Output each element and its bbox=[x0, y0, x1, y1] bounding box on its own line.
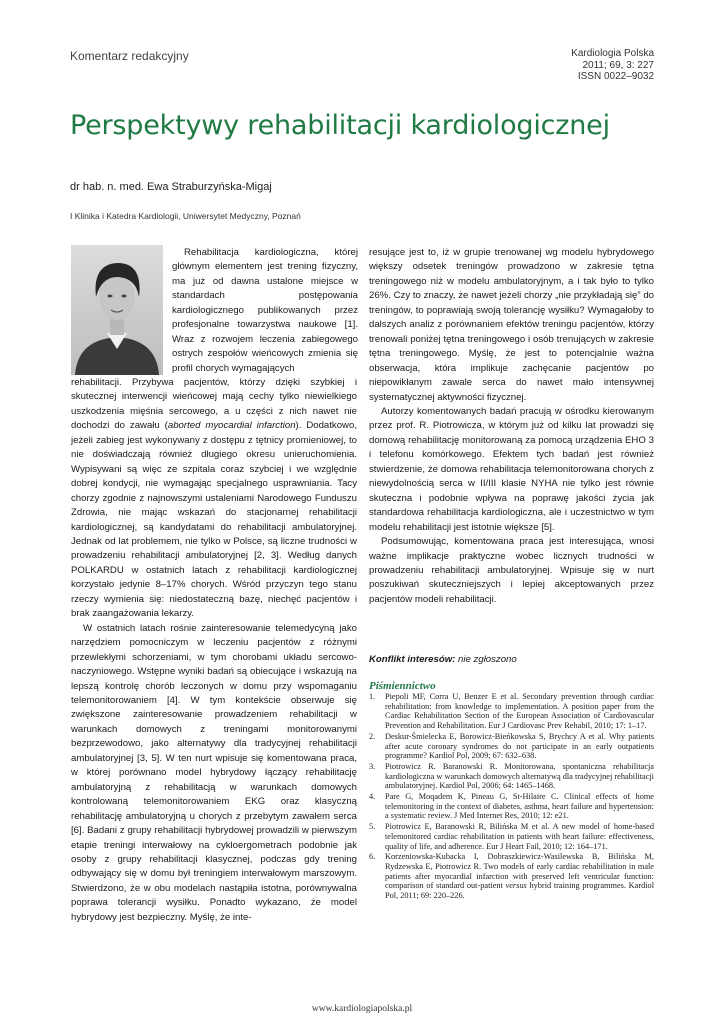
reference-number: 6. bbox=[369, 852, 376, 862]
reference-item bbox=[369, 762, 654, 791]
reference-text-a: Korzeniowska-Kubacka I, Dobraszkiewicz-Wasilewska B, Bilińska M, Rydzewska E, Piotrowicz R. Two models of early cardiac rehabilitation in male patients after myocardial infarction with preserved left ventricular function: comparison of standard out-patient bbox=[385, 852, 654, 891]
reference-number: 2. bbox=[369, 731, 376, 741]
reference-item bbox=[369, 852, 654, 901]
reference-text: Piotrowicz E, Baranowski R, Bilińska M et al. A new model of home-based telemonitored cardiac rehabilitation in patients with heart failure: effectiveness, quality of life, and adherence. Eur J Heart Fail, 2010; 12: 164–171. bbox=[385, 822, 654, 851]
reference-text bbox=[385, 852, 654, 901]
reference-number: 3. bbox=[369, 761, 376, 771]
author-photo bbox=[71, 245, 163, 375]
paragraph-2: W ostatnich latach rośnie zainteresowanie telemedycyną jako narzędziem pomocniczym w leczeniu pacjentów z różnymi przewlekłymi schorzeniami, w tym chorobami układu sercowo-naczyniowego. Wstępne wyniki badań są obiecujące i wskazują na lepszą kontrolę chorób leczonych w domu przy wspomaganiu telemonitorowaniem [4]. W tym kontekście obserwuje się zwiększone zainteresowanie prowadzeniem rehabilitacji w warunkach domowych z treningami monitorowanymi bezprzewodowo, jako alternatywy dla tradycyjnej rehabilitacji ambulatoryjnej [3, 5]. W ten nurt wpisuje się komentowana praca, w której porównano model hybrydowy łączący rehabilitację ambulatoryjną z rehabilitacją w warunkach domowych kontrolowaną telemonitorowaniem EKG oraz klasyczną rehabilitację ambulatoryjną u chorych z przebytym zawałem serca [6]. Badani z grupy rehabilitacji hybrydowej prowadzili w pierwszym etapie treningi interwałowy na cykloergometrach podobnie jak osoby z grupy rehabilitacji klasycznej, podczas gdy trening odbywający się w domu był treningiem interwałowym marszowym. Stwierdzono, że w obu modelach nastąpiła istotna, porównywalna poprawa tolerancji wysiłku. Ponadto wykazano, że model hybrydowy jest bezpieczny. Myślę, że inte- bbox=[71, 622, 357, 923]
paragraph-3: resujące jest to, iż w grupie trenowanej wg modelu hybrydowego większy odsetek treningów prowadzono w zakresie tętna treningowego niż w modelu ambulatoryjnym, a i tak było to tylko 26%. Czy to znaczy, że nawet jeżeli chorzy „nie przykładają się” do treningów, to poprawiają swoją tolerancję wysiłku? Wymagałoby to dalszych analiz z porównaniem efektów treningu pacjentów, którzy trenowali poniżej tętna treningowego i osób trenujących w zakresie tętna treningowego. Myślę, że jest to potencjalnie ważna obserwacja, która implikuje zachęcanie pacjentów po niepowikłanym zawale serca do nawet mało intensywnej systematycznej aktywności fizycznej. bbox=[369, 247, 654, 403]
references-list bbox=[369, 692, 654, 902]
conflict-label: Konflikt interesów: bbox=[369, 654, 456, 665]
reference-text: Pare G, Moqadem K, Pineau G, St-Hilaire C. Clinical effects of home telemonitoring in the context of diabetes, asthma, heart failure and hypertension: a systematic review. J Med Internet Res, 2010; 12: e21. bbox=[385, 792, 654, 821]
paragraph-4: Autorzy komentowanych badań pracują w ośrodku kierowanym przez prof. R. Piotrowicza, w którym już od kilku lat prowadzi się domową rehabilitację monitorowaną za pomocą urządzenia EHO 3 i telefonu komórkowego. Efektem tych badań jest również stwierdzenie, że domowa rehabilitacja telemonitorowana chorych z niewydolnością serca w II/III klasie NYHA nie tylko jest równie skuteczna i podobnie wpływa na poprawę jakości życia jak standardowa rehabilitacja kardiologiczna, ale i uczestnictwo w tym modelu rehabilitacji jest istotnie większe [5]. bbox=[369, 405, 654, 533]
paragraph-1-text-a: rehabilitacji. Przybywa pacjentów, którzy dzięki szybkiej i skutecznej interwencji wieńcowej mają cechy tylko niewielkiego uszkodzenia mięśnia sercowego, a u części z nich nawet nie dochodzi do zawału ( bbox=[71, 377, 357, 432]
journal-volume: 2011; 69, 3: 227 bbox=[582, 59, 654, 71]
journal-name: Kardiologia Polska bbox=[571, 48, 654, 59]
reference-italic: versus bbox=[505, 881, 527, 891]
reference-text: Piotrowicz R. Baranowski R. Monitorowana, spontaniczna rehabilitacja kardiologiczna w warunkach domowych alternatywą dla tradycyjnej rehabilitacji ambulatoryjnej. Kardiol Pol, 2006; 64: 1465–1468. bbox=[385, 761, 654, 791]
conflict-of-interest bbox=[369, 654, 517, 665]
left-column bbox=[71, 376, 357, 925]
footer-url: www.kardiologiapolska.pl bbox=[311, 1004, 413, 1014]
paragraph-5: Podsumowując, komentowana praca jest interesująca, wnosi ważne implikacje praktyczne wobec licznych trudności w prowadzeniu rehabilitacji ambulatoryjnej. Wpisuje się w nurt poszukiwań skuteczniejszych i lepiej akceptowanych przez pacjentów modeli rehabilitacji. bbox=[369, 536, 654, 605]
author-affiliation: I Klinika i Katedra Kardiologii, Uniwersytet Medyczny, Poznań bbox=[70, 211, 301, 221]
right-column bbox=[369, 246, 654, 607]
reference-item bbox=[369, 822, 654, 851]
reference-text-b: hybrid training programmes. Kardiol Pol, 2011; 69: 220–226. bbox=[385, 881, 655, 901]
paragraph-1-italic: aborted myocardial infarction bbox=[167, 420, 296, 432]
reference-number: 5. bbox=[369, 822, 376, 832]
paragraph-1-text-b: ). Dodatkowo, jeżeli zabieg jest wykonywany z dostępu z tętnicy promieniowej, to nie doświadczają również długiego okresu unieruchomienia. Wypisywani są więc ze szpitala coraz szybciej i we względnie dobrej kondycji, nie wymagając specjalnego usprawniania. Tacy chorzy zgodnie z najnowszymi ustaleniami Narodowego Funduszu Zdrowia, nie mając wskazań do stacjonarnej rehabilitacji kardiologicznej, są kandydatami do rehabilitacji ambulatoryjnej. Jednak od lat problemem, nie tylko w Polsce, są liczne trudności w prowadzeniu rehabilitacji ambulatoryjnej [2, 3]. Według danych POLKARDU w ostatnich latach z rehabilitacji kardiologicznej korzystało jedynie 8–17% chorych. Wśród przyczyn tego stanu rzeczy wymienia się: niedostateczną bazę, niechęć pacjentów i brak zaangażowania lekarzy. bbox=[71, 420, 357, 620]
section-label: Komentarz redakcyjny bbox=[70, 49, 189, 63]
references-heading: Piśmiennictwo bbox=[369, 680, 436, 692]
paragraph-1 bbox=[71, 376, 357, 622]
reference-number: 4. bbox=[369, 792, 376, 802]
lead-paragraph-text: Rehabilitacja kardiologiczna, której głównym elementem jest trening fizyczny, ma już od dawna ustalone miejsce w standardach postępowania kardiologicznego publikowanych przez profesjonalne towarzystwa naukowe [1]. Wraz z rozwojem leczenia zabiegowego ostrych zespołów wieńcowych zmienia się profil chorych wymagających bbox=[172, 247, 358, 374]
article-title: Perspektywy rehabilitacji kardiologicznej bbox=[70, 110, 610, 141]
conflict-value: nie zgłoszono bbox=[458, 654, 517, 665]
reference-text: Deskur-Śmielecka E, Borowicz-Bieńkowska S, Brychcy A et al. Why patients after acute coronary syndromes do not participate in an early outpatients programme? Kardiol Pol, 2009; 67: 632–638. bbox=[385, 731, 654, 761]
journal-issn: ISSN 0022–9032 bbox=[577, 71, 654, 82]
reference-number: 1. bbox=[369, 692, 376, 701]
reference-text: Piepoli MF, Corra U, Benzer E et al. Secondary prevention through cardiac rehabilitation: from knowledge to implementation. A position paper from the Cardiac Rehabilitation Section of the European Association of Cardiovascular Prevention and Rehabilitation. Eur J Cardiovasc Prev Rehabil, 2010; 17: 1–17. bbox=[385, 692, 654, 731]
author-name: dr hab. n. med. Ewa Straburzyńska-Migaj bbox=[70, 181, 272, 193]
reference-item bbox=[369, 732, 654, 761]
reference-item bbox=[369, 792, 654, 821]
journal-info bbox=[571, 48, 654, 83]
lead-paragraph-wrap bbox=[172, 246, 358, 376]
reference-item bbox=[369, 692, 654, 731]
